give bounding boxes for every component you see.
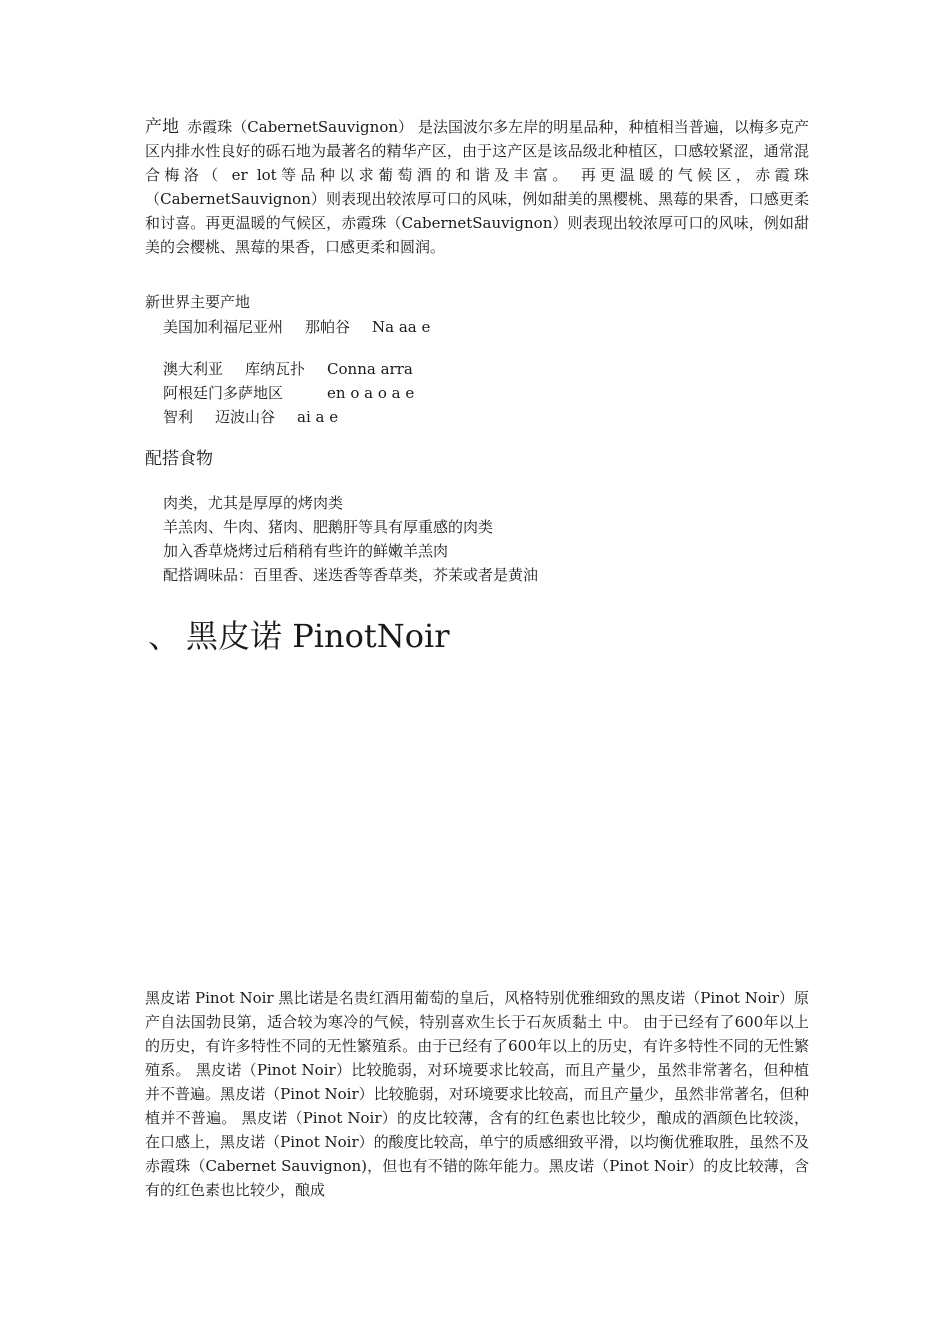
list-item: 美国加利福尼亚州 那帕谷 Na aa e (163, 318, 431, 336)
pinot-section (145, 986, 809, 1202)
new-world-list (163, 315, 430, 339)
list-item: 智利 迈波山谷 ai a e (163, 408, 339, 426)
origin-paragraph (145, 115, 809, 259)
pinot-paragraph: 黑皮诺 Pinot Noir 黑比诺是名贵红酒用葡萄的皇后，风格特别优雅细致的黑皮诺（Pinot Noir）原产自法国勃艮第，适合较为寒冷的气候，特别喜欢生长于石灰质黏土 中。 由于已经有了600年以上的历史，有许多特性不同的无性繁殖系。由于已经有了600年以上的历史，有许多特性不同的无性繁殖系。 黑皮诺（Pinot Noir）比较脆弱，对环境要求比较高，而且产量少，虽然非常著名，但种植并不普遍。黑皮诺（Pinot Noir）比较脆弱，对环境要求比较高，而且产量少，虽然非常著名，但种植并不普遍。 黑皮诺（Pinot Noir）的皮比较薄，含有的红色素也比较少，酿成的酒颜色比较淡，在口感上，黑皮诺（Pinot Noir）的酸度比较高，单宁的质感细致平滑，以均衡优雅取胜，虽然不及赤霞珠（Cabernet Sauvignon)，但也有不错的陈年能力。黑皮诺（Pinot Noir）的皮比较薄，含有的红色素也比较少，酿成 (145, 989, 809, 1199)
title-text: 黑皮诺 PinotNoir (186, 617, 450, 655)
origin-section (145, 115, 809, 259)
pinot-title (148, 614, 450, 658)
list-item: 澳大利亚 库纳瓦扑 Conna arra (163, 360, 413, 378)
new-world-heading: 新世界主要产地 (145, 293, 251, 311)
list-item: 羊羔肉、牛肉、猪肉、肥鹅肝等具有厚重感的肉类 (163, 518, 494, 536)
list-item: 加入香草烧烤过后稍稍有些许的鲜嫩羊羔肉 (163, 542, 449, 560)
origin-label: 产地 (145, 117, 180, 137)
title-prefix: 、 (148, 617, 181, 655)
food-pairing-list (163, 491, 538, 587)
new-world-list-2 (163, 357, 414, 429)
list-item: 肉类，尤其是厚厚的烤肉类 (163, 494, 344, 512)
list-item: 阿根廷门多萨地区 en o a o a e (163, 384, 415, 402)
list-item: 配搭调味品：百里香、迷迭香等香草类，芥茉或者是黄油 (163, 566, 539, 584)
food-pairing-heading: 配搭食物 (145, 449, 213, 469)
origin-text: 赤霞珠（CabernetSauvignon） 是法国波尔多左岸的明星品种，种植相当普遍，以梅多克产区内排水性良好的砾石地为最著名的精华产区，由于这产区是该品级北种植区，口感较紧涩，通常混合梅洛（ er lot等品种以求葡萄酒的和谐及丰富。 再更温暖的气候区，赤霞珠（CabernetSauvignon）则表现出较浓厚可口的风味，例如甜美的黑樱桃、黑莓的果香，口感更柔和讨喜。再更温暖的气候区，赤霞珠（CabernetSauvignon）则表现出较浓厚可口的风味，例如甜美的会樱桃、黑莓的果香，口感更柔和圆润。 (145, 118, 810, 256)
